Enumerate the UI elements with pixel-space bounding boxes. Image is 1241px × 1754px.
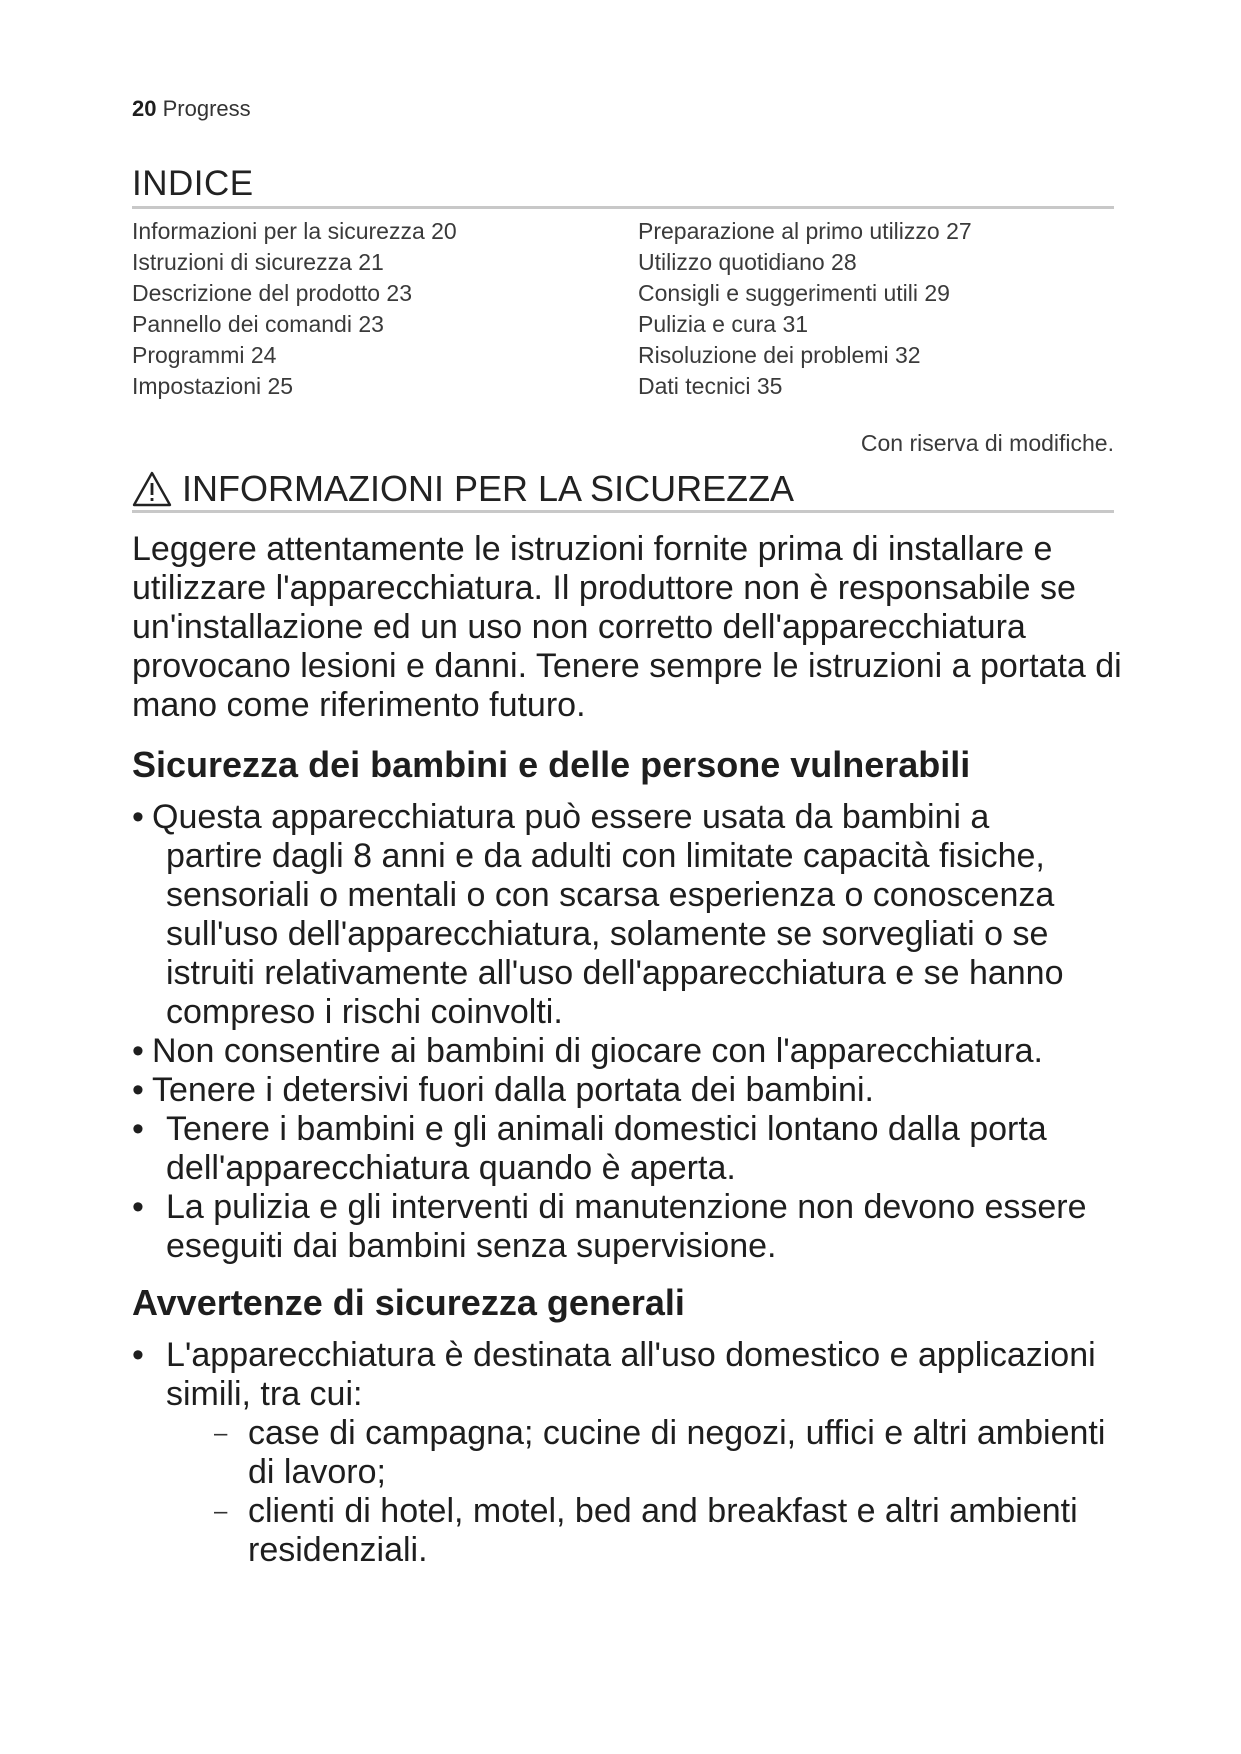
sub-list-item-text: clienti di hotel, motel, bed and breakfast e altri ambienti residenziali. — [248, 1492, 1078, 1569]
sub-list — [208, 1414, 1122, 1570]
general-safety-list — [132, 1336, 1122, 1570]
brand-name: Progress — [162, 96, 251, 121]
sub-list-item — [208, 1414, 1122, 1492]
sub-list-item-text: case di campagna; cucine di negozi, uffici e altri ambienti di lavoro; — [248, 1414, 1106, 1491]
toc-title: INDICE — [132, 164, 254, 203]
toc-item[interactable]: Utilizzo quotidiano 28 — [638, 249, 857, 275]
children-safety-heading: Sicurezza dei bambini e delle persone vulnerabili — [132, 744, 971, 785]
toc-item[interactable]: Pannello dei comandi 23 — [132, 311, 384, 337]
dash-icon: – — [214, 1498, 228, 1525]
bullet-icon: • — [132, 1336, 144, 1374]
toc-right-column — [638, 216, 972, 402]
warning-triangle-icon — [132, 471, 172, 507]
list-item-text: L'apparecchiatura è destinata all'uso domestico e applicazioni simili, tra cui: — [166, 1336, 1096, 1413]
safety-divider — [132, 510, 1114, 513]
bullet-icon: • — [132, 1110, 144, 1148]
toc-divider — [132, 206, 1114, 209]
list-item-text: Questa apparecchiatura può essere usata da bambini a — [152, 798, 990, 836]
toc-item[interactable]: Preparazione al primo utilizzo 27 — [638, 218, 972, 244]
toc-item[interactable]: Informazioni per la sicurezza 20 — [132, 218, 457, 244]
sub-list-item — [208, 1492, 1122, 1570]
toc-item[interactable]: Consigli e suggerimenti utili 29 — [638, 280, 950, 306]
list-item — [132, 1071, 1122, 1110]
toc-left-column — [132, 216, 457, 402]
list-item-text: Tenere i detersivi fuori dalla portata dei bambini. — [152, 1071, 874, 1109]
list-item — [132, 798, 1122, 1032]
page-number: 20 — [132, 96, 157, 121]
bullet-icon: • — [132, 1188, 144, 1226]
disclaimer: Con riserva di modifiche. — [860, 430, 1114, 456]
bullet-icon: • — [132, 1071, 144, 1109]
list-item-text: La pulizia e gli interventi di manutenzione non devono essere eseguiti dai bambini senza supervisione. — [166, 1188, 1087, 1265]
toc-item[interactable]: Programmi 24 — [132, 342, 277, 368]
list-item-text: partire dagli 8 anni e da adulti con limitate capacità fisiche, sensoriali o mentali o con scarsa esperienza o conoscenza sull'uso dell'apparecchiatura, solamente se sorvegliati o se istruiti relativamente all'uso dell'apparecchiatura e se hanno compreso i rischi coinvolti. — [166, 837, 1064, 1031]
toc-item[interactable]: Istruzioni di sicurezza 21 — [132, 249, 384, 275]
toc-item[interactable]: Descrizione del prodotto 23 — [132, 280, 412, 306]
safety-section-title — [132, 468, 794, 510]
list-item-text: Tenere i bambini e gli animali domestici lontano dalla porta dell'apparecchiatura quando è aperta. — [166, 1110, 1047, 1187]
toc-item[interactable]: Impostazioni 25 — [132, 373, 294, 399]
list-item — [132, 1188, 1122, 1266]
list-item — [132, 1336, 1122, 1570]
dash-icon: – — [214, 1420, 228, 1447]
bullet-icon: • — [132, 798, 144, 836]
list-item — [132, 1110, 1122, 1188]
bullet-icon: • — [132, 1032, 144, 1070]
toc-item[interactable]: Risoluzione dei problemi 32 — [638, 342, 921, 368]
safety-intro: Leggere attentamente le istruzioni fornite prima di installare e utilizzare l'apparecchiatura. Il produttore non è responsabile se un'installazione ed un uso non corretto dell'apparecchiatura provocano lesioni e danni. Tenere sempre le istruzioni a portata di mano come riferimento futuro. — [132, 530, 1122, 724]
toc-item[interactable]: Pulizia e cura 31 — [638, 311, 809, 337]
general-safety-heading: Avvertenze di sicurezza generali — [132, 1282, 685, 1323]
page-header — [132, 96, 251, 122]
children-safety-list — [132, 798, 1122, 1266]
safety-title-text: INFORMAZIONI PER LA SICUREZZA — [182, 468, 795, 509]
list-item — [132, 1032, 1122, 1071]
list-item-text: Non consentire ai bambini di giocare con l'apparecchiatura. — [152, 1032, 1044, 1070]
toc-item[interactable]: Dati tecnici 35 — [638, 373, 783, 399]
